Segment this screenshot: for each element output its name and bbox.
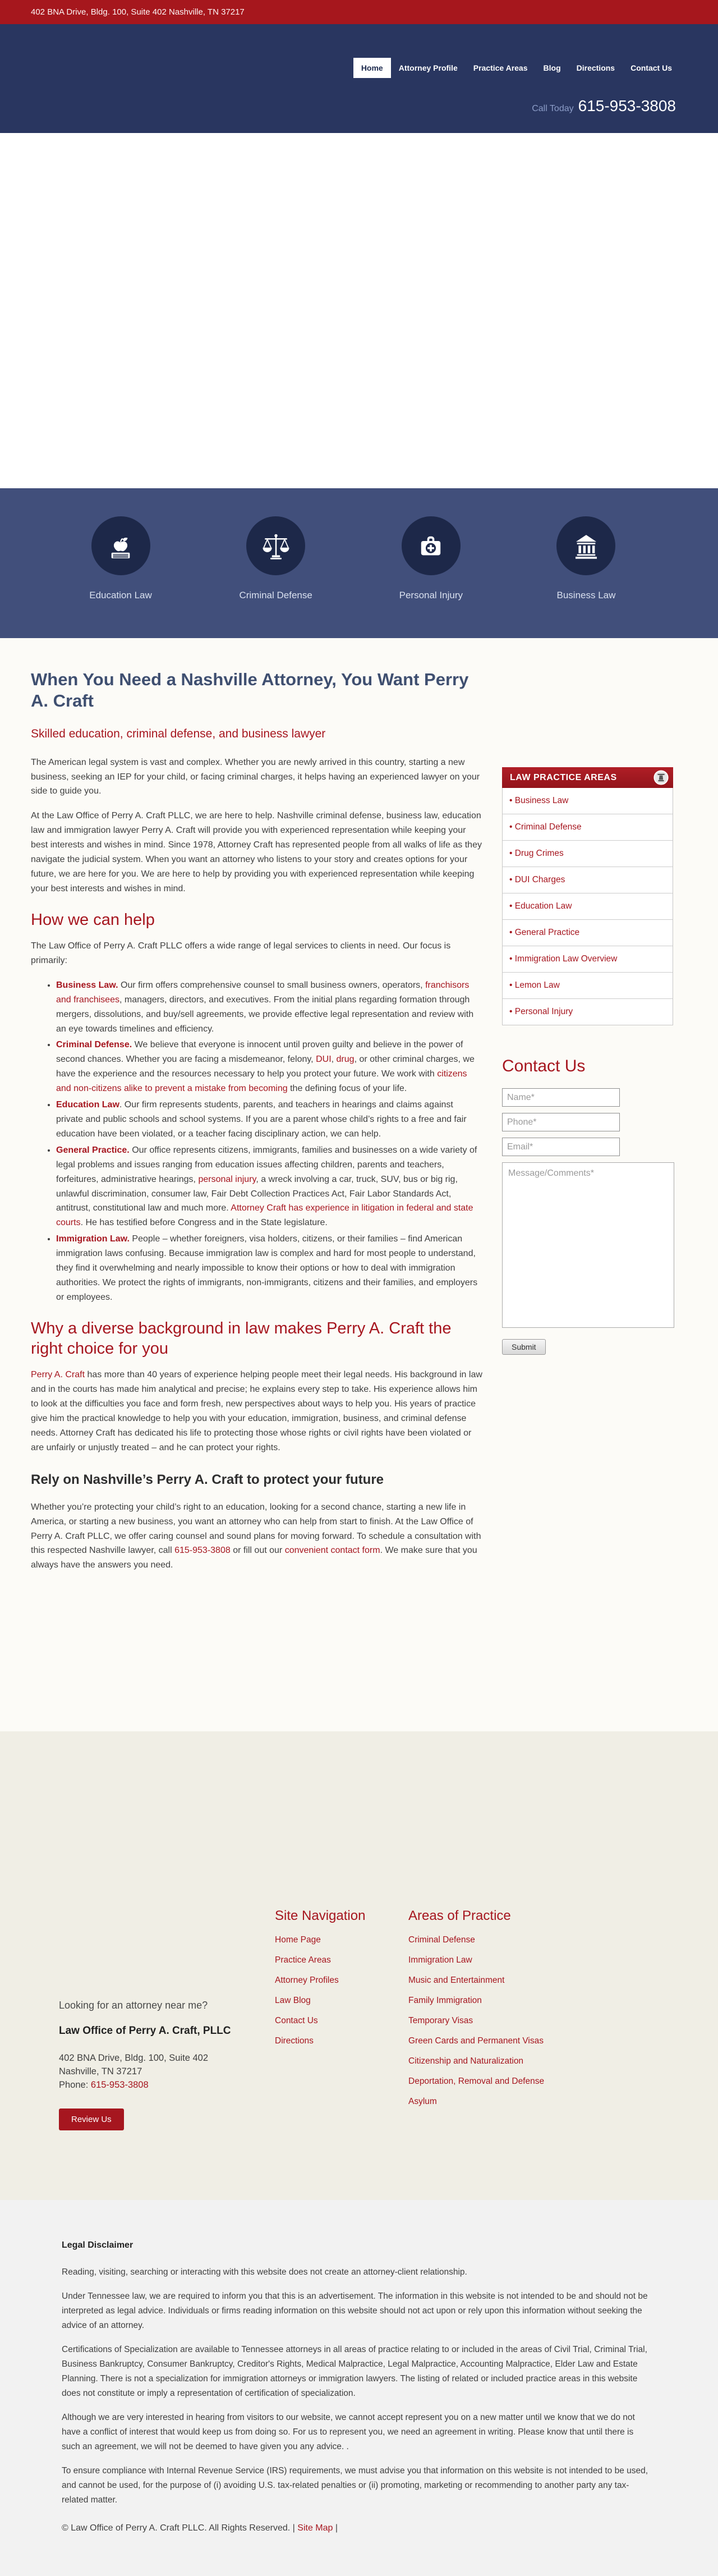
contact-form bbox=[502, 1088, 673, 1355]
areas-of-practice-heading: Areas of Practice bbox=[408, 1908, 511, 1923]
service-business-law[interactable] bbox=[522, 516, 651, 638]
law-practice-areas-title: LAW PRACTICE AREAS bbox=[510, 772, 617, 782]
column-icon bbox=[653, 770, 669, 785]
service-personal-injury[interactable] bbox=[366, 516, 495, 638]
name-field[interactable] bbox=[502, 1088, 620, 1107]
medical-bag-icon bbox=[402, 516, 461, 575]
copyright-line bbox=[62, 2523, 653, 2533]
footer-link-practice-areas[interactable]: Practice Areas bbox=[275, 1955, 331, 1965]
practice-areas-list bbox=[502, 788, 673, 1025]
about-paragraph: At the Law Office of Perry A. Craft PLLC, we are here to help. Nashville criminal defense, business law, education law and immigration lawyer Perry A. Craft will provide you with experienced representation while keeping your best interests and wishes in mind. Since 1978, Attorney Craft has represented people from all walks of life as they navigate the judicial system. When you want an attorney who listens to your story and creates options for your future, we are here for you. We are here to help by providing you with experienced representation while keeping your best interests and wishes in mind. bbox=[31, 811, 482, 893]
bullet-immigration-law bbox=[56, 1232, 482, 1305]
bullet-text: . Our firm represents students, parents, and teachers in hearings and claims against private and public schools and school systems. If you are a parent whose child’s rights to a free and fair education have been violated, or a teacher facing disciplinary action, we can help. bbox=[56, 1100, 467, 1139]
practice-area-criminal-defense[interactable]: • Criminal Defense bbox=[503, 814, 673, 841]
main-nav bbox=[353, 58, 680, 78]
footer-company-name: Law Office of Perry A. Craft, PLLC bbox=[59, 2025, 231, 2037]
disclaimer-paragraph: Certifications of Specialization are available to Tennessee attorneys in all areas of practice relating to or included in the areas of Civil Trial, Criminal Trial, Business Bankruptcy, Consumer Bankruptcy, Creditor's Rights, Medical Malpractice, Legal Malpractice, Accounting Malpractice, Elder Law and Estate Planning. There is not a specialization for immigration attorneys or immigration lawyers. The listing of related or included practice areas in this website does not constitute or imply a representation of certification of specialization. bbox=[62, 2345, 647, 2399]
scales-icon bbox=[246, 516, 305, 575]
service-label: Personal Injury bbox=[399, 590, 463, 601]
bullet-business-law bbox=[56, 978, 482, 1037]
contact-us-heading: Contact Us bbox=[502, 1057, 586, 1075]
header-phone-link[interactable]: 615-953-3808 bbox=[578, 97, 676, 114]
bullet-title: Criminal Defense. bbox=[56, 1040, 132, 1050]
nav-home[interactable]: Home bbox=[353, 58, 391, 78]
bullet-text: Our office represents citizens, immigrants, families and businesses on a wide variety of legal problems and issues ranging from education issues affecting children, parents and teachers, forfeitures, administrative hearings, bbox=[56, 1145, 477, 1184]
bullet-text: . He has testified before Congress and in the State legislature. bbox=[80, 1218, 328, 1228]
site-navigation-heading: Site Navigation bbox=[275, 1908, 366, 1923]
service-label: Criminal Defense bbox=[239, 590, 312, 601]
footer-address-line1: 402 BNA Drive, Bldg. 100, Suite 402 bbox=[59, 2053, 208, 2063]
pipe-text: | bbox=[335, 2523, 338, 2533]
address-text: 402 BNA Drive, Bldg. 100, Suite 402 Nashville, TN 37217 bbox=[31, 7, 245, 17]
footer-phone-link[interactable]: 615-953-3808 bbox=[90, 2079, 149, 2090]
bullet-title: Immigration Law. bbox=[56, 1234, 130, 1244]
practice-area-education-law[interactable]: • Education Law bbox=[503, 893, 673, 920]
bullet-general-practice bbox=[56, 1143, 482, 1230]
main-content bbox=[0, 638, 718, 1731]
personal-injury-link[interactable]: personal injury bbox=[198, 1174, 256, 1184]
disclaimer-paragraph: Under Tennessee law, we are required to inform you that this is an advertisement. The information in this website is not intended to be and should not be interpreted as legal advice. Individuals or firms reading information on this website should not act upon or rely upon this information without seeking the advice of an attorney. bbox=[62, 2291, 648, 2331]
contact-form-link[interactable]: convenient contact form bbox=[284, 1546, 380, 1556]
legal-disclaimer-heading: Legal Disclaimer bbox=[62, 2240, 134, 2250]
practice-area-immigration-law-overview[interactable]: • Immigration Law Overview bbox=[503, 946, 673, 973]
footer-link-attorney-profiles[interactable]: Attorney Profiles bbox=[275, 1975, 339, 1985]
services-band bbox=[0, 488, 718, 638]
citizens-link[interactable]: citizens and non-citizens alike to prevent a mistake from becoming bbox=[56, 1069, 467, 1094]
bullet-text: , managers, directors, and executives. From the initial plans regarding formation through mergers, dissolutions, and buy/sell agreements, we provide effective legal representation and review with an eye towards timelines and efficiency. bbox=[56, 994, 474, 1034]
bullet-title: General Practice. bbox=[56, 1145, 130, 1155]
submit-button[interactable]: Submit bbox=[502, 1339, 546, 1355]
how-intro-paragraph: The Law Office of Perry A. Craft PLLC offers a wide range of legal services to clients in need. Our focus is primarily: bbox=[31, 941, 451, 965]
footer-area-immigration-law[interactable]: Immigration Law bbox=[408, 1955, 472, 1965]
service-label: Business Law bbox=[556, 590, 616, 601]
copyright-text: © Law Office of Perry A. Craft PLLC. All Rights Reserved. | bbox=[62, 2523, 295, 2533]
service-label: Education Law bbox=[89, 590, 152, 601]
law-practice-areas-header bbox=[502, 767, 673, 788]
footer-area-green-cards[interactable]: Green Cards and Permanent Visas bbox=[408, 2036, 544, 2046]
nav-contact-us[interactable]: Contact Us bbox=[630, 63, 672, 72]
how-we-can-help-heading: How we can help bbox=[31, 910, 155, 929]
footer-link-law-blog[interactable]: Law Blog bbox=[275, 1996, 311, 2005]
sidebar bbox=[502, 767, 673, 1731]
message-field[interactable] bbox=[502, 1162, 674, 1328]
review-us-button[interactable]: Review Us bbox=[59, 2109, 124, 2130]
page-title: When You Need a Nashville Attorney, You Want Perry A. Craft bbox=[31, 670, 469, 711]
rely-text: or fill out our bbox=[230, 1546, 285, 1556]
disclaimer-paragraph: To ensure compliance with Internal Revenue Service (IRS) requirements, we must advise you that information on this website is not intended to be used, and cannot be used, for the purpose of (i) avoiding U.S. tax-related penalties or (ii) promoting, marketing or recommending to another party any tax-related matter. bbox=[62, 2466, 648, 2505]
bank-icon bbox=[556, 516, 615, 575]
rely-paragraph bbox=[31, 1500, 482, 1573]
why-text: has more than 40 years of experience helping people meet their legal needs. His background in law and in the courts has made him analytical and precise; he explains every step to take. His experience allows him to look at the difficulties you face and form fresh, new perspectives about ways to help you. His years of practice give him the practical knowledge to help you with your education, immigration, business, and criminal defense needs. Attorney Craft has dedicated his life to protecting those whose rights or civil rights have been violated or are unfairly or unjustly treated – and he can protect your rights. bbox=[31, 1370, 482, 1452]
bullet-title: Business Law. bbox=[56, 980, 118, 990]
footer-area-criminal-defense[interactable]: Criminal Defense bbox=[408, 1935, 475, 1945]
intro-paragraph: The American legal system is vast and complex. Whether you are newly arrived in this country, starting a new business, seeking an IEP for your child, or facing criminal charges, it helps having an experienced lawyer on your side to guide you. bbox=[31, 757, 480, 796]
practice-area-drug-crimes[interactable]: • Drug Crimes bbox=[503, 841, 673, 867]
footer-area-family-immigration[interactable]: Family Immigration bbox=[408, 1996, 482, 2005]
article-column bbox=[31, 669, 482, 1731]
footer-area-temporary-visas[interactable]: Temporary Visas bbox=[408, 2016, 473, 2025]
bullet-text: , a wreck involving a car, truck, SUV, bus or big rig, unlawful discrimination, consumer law, Fair Debt Collection Practices Act, Fair Labor Standards Act, antitrust, constitutional law and much more. bbox=[56, 1174, 458, 1213]
footer-phone-line bbox=[59, 2080, 261, 2091]
nav-blog[interactable]: Blog bbox=[543, 63, 561, 72]
apple-book-icon bbox=[91, 516, 150, 575]
legal-disclaimer-section bbox=[0, 2200, 718, 2576]
litigation-experience-link[interactable]: Attorney Craft has experience in litigation in federal and state courts bbox=[56, 1203, 473, 1228]
phone-link[interactable]: 615-953-3808 bbox=[174, 1546, 231, 1556]
service-criminal-defense[interactable] bbox=[211, 516, 340, 638]
hero-image-area bbox=[0, 133, 718, 488]
practice-area-personal-injury[interactable]: • Personal Injury bbox=[503, 999, 673, 1025]
bullet-text: Our firm offers comprehensive counsel to small business owners, operators, bbox=[118, 980, 426, 990]
bullet-text: , or other criminal charges, we have the experience and the resources necessary to help you protect your future. We work with bbox=[56, 1055, 475, 1079]
footer-contact-block bbox=[59, 2000, 261, 2130]
page-subtitle: Skilled education, criminal defense, and business lawyer bbox=[31, 727, 326, 740]
footer-area-music-entertainment[interactable]: Music and Entertainment bbox=[408, 1975, 505, 1985]
site-header bbox=[0, 24, 718, 133]
footer-area-asylum[interactable]: Asylum bbox=[408, 2097, 437, 2106]
site-footer bbox=[0, 1731, 718, 2200]
footer-link-contact-us[interactable]: Contact Us bbox=[275, 2016, 318, 2025]
footer-site-navigation bbox=[275, 1908, 387, 2056]
bullet-title: Education Law bbox=[56, 1100, 119, 1110]
dui-link[interactable]: DUI bbox=[316, 1055, 332, 1065]
topbar bbox=[0, 0, 718, 24]
bullet-criminal-defense bbox=[56, 1038, 482, 1096]
footer-address-line2: Nashville, TN 37217 bbox=[59, 2066, 142, 2077]
practice-bullets bbox=[31, 978, 482, 1305]
perry-craft-link[interactable]: Perry A. Craft bbox=[31, 1370, 85, 1380]
rely-heading: Rely on Nashville’s Perry A. Craft to protect your future bbox=[31, 1472, 384, 1487]
drug-link[interactable]: drug bbox=[336, 1055, 355, 1065]
practice-area-lemon-law[interactable]: • Lemon Law bbox=[503, 973, 673, 999]
nav-practice-areas[interactable]: Practice Areas bbox=[473, 63, 528, 72]
disclaimer-paragraph: Although we are very interested in hearing from visitors to our website, we cannot accept represent you on a new matter until we know that we do not have a conflict of interest that would keep us from doing so. For us to represent you, we need an agreement in writing. Please know that until there is such an agreement, we will not be deemed to have given you any advice. . bbox=[62, 2413, 635, 2452]
practice-area-general-practice[interactable]: • General Practice bbox=[503, 920, 673, 946]
why-paragraph bbox=[31, 1368, 482, 1455]
rely-text: Whether you’re protecting your child’s right to an education, looking for a second chance, starting a new life in America, or starting a new business, you want an attorney who can help from start to finish. At the Law Office of Perry A. Craft PLLC, we offer caring counsel and sound plans for moving forward. To schedule a consultation with this respected Nashville lawyer, call bbox=[31, 1502, 481, 1556]
phone-label: Phone: bbox=[59, 2079, 91, 2090]
practice-area-business-law[interactable]: • Business Law bbox=[503, 788, 673, 814]
footer-area-citizenship[interactable]: Citizenship and Naturalization bbox=[408, 2056, 524, 2066]
footer-link-directions[interactable]: Directions bbox=[275, 2036, 314, 2046]
looking-text: Looking for an attorney near me? bbox=[59, 2000, 208, 2011]
bullet-education-law bbox=[56, 1098, 482, 1142]
disclaimer-paragraph: Reading, visiting, searching or interacting with this website does not create an attorney-client relationship. bbox=[62, 2267, 467, 2277]
email-field[interactable] bbox=[502, 1138, 620, 1156]
phone-field[interactable] bbox=[502, 1113, 620, 1131]
service-education-law[interactable] bbox=[56, 516, 185, 638]
footer-link-home-page[interactable]: Home Page bbox=[275, 1935, 321, 1945]
practice-area-dui-charges[interactable]: • DUI Charges bbox=[503, 867, 673, 893]
call-today-label: Call Today bbox=[532, 104, 574, 113]
franchisors-franchisees-link[interactable]: franchisors and franchisees bbox=[56, 980, 470, 1005]
rely-text: . We make sure that you always have the answers you need. bbox=[31, 1546, 477, 1570]
bullet-text: People – whether foreigners, visa holders, citizens, or their families – find American immigration laws confusing. Because immigration law is complex and hard for most people to understand, they find it overwhelming and nearly impossible to know their options or how to deal with immigration authorities. We protect the rights of immigrants, non-immigrants, citizens and their families, and employers or employees. bbox=[56, 1234, 478, 1302]
nav-directions[interactable]: Directions bbox=[576, 63, 615, 72]
call-today-block bbox=[532, 97, 676, 115]
nav-attorney-profile[interactable]: Attorney Profile bbox=[398, 63, 458, 72]
bullet-text: , bbox=[331, 1055, 337, 1065]
footer-areas-of-practice bbox=[408, 1908, 577, 2117]
why-heading: Why a diverse background in law makes Perry A. Craft the right choice for you bbox=[31, 1319, 452, 1358]
bullet-text: the defining focus of your life. bbox=[287, 1084, 407, 1094]
footer-area-deportation[interactable]: Deportation, Removal and Defense bbox=[408, 2077, 545, 2086]
site-map-link[interactable]: Site Map bbox=[297, 2523, 333, 2533]
bullet-text: We believe that everyone is innocent until proven guilty and believe in the power of second chances. Whether you are facing a misdemeanor, felony, bbox=[56, 1040, 463, 1065]
